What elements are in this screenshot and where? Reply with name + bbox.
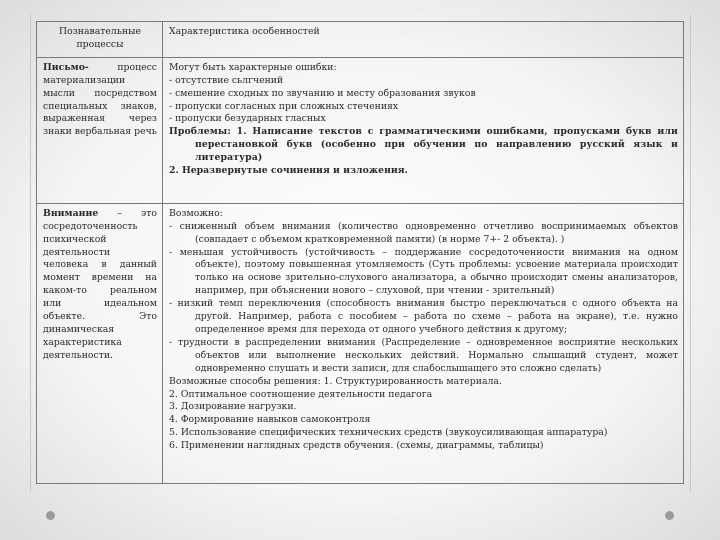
writing-problem-2: 2. Неразвернутые сочинения и изложения. (169, 165, 408, 177)
table-header-row (37, 22, 684, 58)
writing-line: - пропуски согласных при сложных стечениях (169, 100, 399, 112)
solution-item: 6. Применении наглядных средств обучения. (схемы, диаграммы, таблицы) (169, 440, 544, 452)
solution-item: 3. Дозирование нагрузки. (169, 401, 297, 413)
attention-details-cell (163, 203, 684, 483)
solution-item: 4. Формирование навыков самоконтроля (169, 414, 371, 426)
attention-intro: Возможно: (169, 207, 223, 219)
solutions-intro: Возможные способы решения: 1. Структурированность материала. (169, 375, 502, 387)
header-characteristics-text: Характеристика особенностей (169, 26, 320, 37)
header-cell-processes (37, 22, 163, 58)
attention-term-cell (37, 203, 163, 483)
solution-item: 2. Оптимальное соотношение деятельности педагога (169, 388, 433, 400)
writing-line: Могут быть характерные ошибки: (169, 61, 337, 73)
attention-item: - сниженный объем внимания (количество одновременно отчетливо воспринимаемых объектов (совпадает с объемом кратковременной памяти) (в норме 7+- 2 объекта). ) (169, 220, 678, 245)
solution-item: 5. Использование специфических технических средств (звукоусиливающая аппаратура) (169, 427, 608, 439)
bullet-dot-right (665, 511, 674, 520)
attention-definition: – это сосредоточенность психической деятельности человека в данный момент времени на каком-то реальном или идеальном объекте. Это динамическая характеристика деятельности. (43, 207, 157, 361)
writing-details-cell (163, 57, 684, 203)
bullet-dot-left (46, 511, 55, 520)
attention-item: - меньшая устойчивость (устойчивость – поддержание сосредоточенности внимания на одном объекте), поэтому повышенная утомляемость (Суть проблемы: усвоение материала происходит только на основе зрительно-слухового анализатора, а обычно происходит смены анализаторов, например, при объяснении нового – слуховой, при чтении - зрительный) (169, 246, 678, 297)
attention-item: - низкий темп переключения (способность внимания быстро переключаться с одного объекта на другой. Например, работа с пособием – работа по схеме – работа на экране), т.е. нужно определенное время для перехода от одного учебного действия к другому; (169, 298, 678, 335)
attention-item: - трудности в распределении внимания (Распределение – одновременное восприятие нескольких объектов или выполнение нескольких действий. Нормально слышащий студент, может одновременно слушать и вести записи, для слабослышащего это сложно сделать) (169, 336, 678, 374)
characteristics-table (36, 21, 684, 484)
writing-term: Письмо- (43, 61, 89, 73)
writing-line: - смешение сходных по звучанию и месту образования звуков (169, 87, 476, 99)
writing-term-cell (37, 57, 163, 203)
problems-label: Проблемы: (169, 126, 231, 138)
table-row-writing (37, 57, 684, 203)
header-processes-text: Познавательные процессы (58, 26, 141, 50)
table-row-attention (37, 203, 684, 483)
attention-term: Внимание (43, 207, 99, 219)
frame-line-right (690, 14, 691, 492)
writing-problem-1 (169, 126, 678, 165)
frame-line-left (30, 14, 31, 492)
problem-1-text: 1. Написание текстов с грамматическими ошибками, пропусками букв или перестановкой букв (особенно при обучении по направлению русский язык и литература) (195, 126, 678, 164)
header-cell-characteristics (163, 22, 684, 58)
writing-line: - отсутствие сьлгчений (169, 74, 284, 86)
writing-definition: процесс материализации мысли посредством специальных знаков, выраженная через знаки вербальная речь (43, 61, 157, 138)
writing-line: - пропуски безударных гласных (169, 113, 326, 125)
